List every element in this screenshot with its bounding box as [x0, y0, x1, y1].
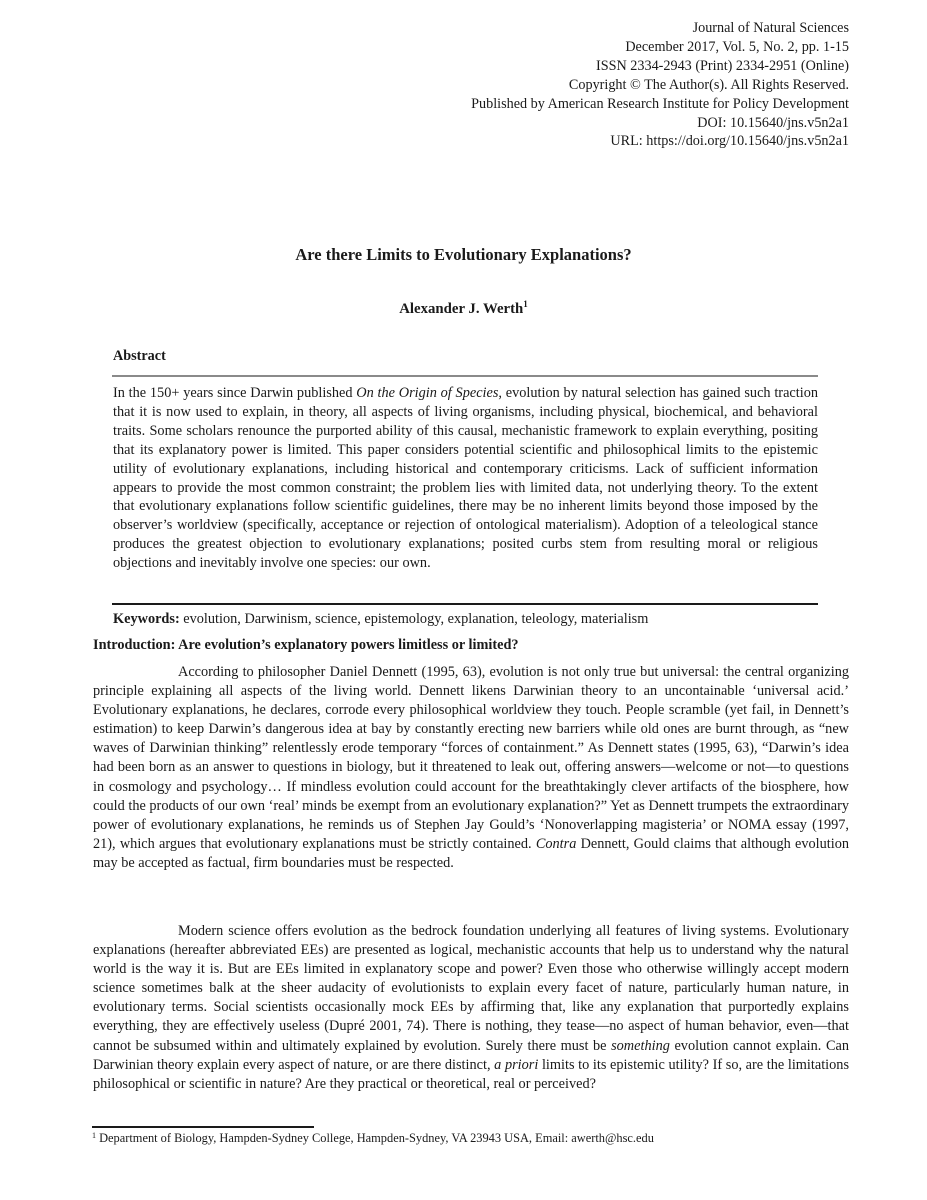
italic-term: Contra — [535, 835, 577, 852]
book-title-italic: On the Origin of Species — [356, 385, 499, 401]
issue-info: December 2017, Vol. 5, No. 2, pp. 1-15 — [625, 38, 849, 55]
footnote — [92, 1131, 654, 1146]
article-title: Are there Limits to Evolutionary Explanations? — [295, 245, 632, 264]
doi: DOI: 10.15640/jns.v5n2a1 — [697, 114, 849, 131]
keywords-label: Keywords: — [113, 611, 180, 627]
paragraph-text: According to philosopher Daniel Dennett (1995, 63), evolution is not only true but universal: the central organizing principle explaining all aspects of the living world. Dennett likens Darwinian theory to an uncontainable ‘universal acid.’ Evolutionary explanations, he declares, corrode every philosophical worldview they touch. People scramble (yet fail, in Dennett’s estimation) to keep Darwin’s dangerous idea at bay by constantly erecting new barriers while old ones are burnt through, as “new waves of Darwinian thinking” relentlessly erode temporary “forces of containment.” As Dennett states (1995, 63), “Darwin’s idea had been born as an answer to questions in biology, but it threatened to leak out, offering answers—welcome or not—to questions in cosmology and psychology… If mindless evolution could account for the breathtakingly clever artifacts of the biosphere, how could the products of our own ‘real’ minds be exempt from an evolutionary explanation?” Yet as Dennett trumpets the extraordinary power of evolutionary explanations, he reminds us of Stephen Jay Gould’s ‘Nonoverlapping magisteria’ or NOMA essay (1997, 21), which argues that evolutionary explanations must be strictly contained. — [93, 664, 849, 852]
intro-paragraph-2 — [93, 922, 849, 1094]
journal-name: Journal of Natural Sciences — [692, 20, 849, 36]
journal-header — [471, 19, 849, 151]
paragraph-text: limits to its epistemic utility? If so, are the limitations philosophical or scientific in nature? Are they practical or theoretical, real or perceived? — [93, 1056, 850, 1092]
footnote-divider — [92, 1126, 314, 1128]
italic-term: a priori — [494, 1056, 539, 1073]
keywords-list: evolution, Darwinism, science, epistemology, explanation, teleology, materialism — [179, 611, 649, 627]
italic-term: something — [611, 1037, 670, 1054]
author-name: Alexander J. Werth — [399, 301, 524, 317]
footnote-text: Department of Biology, Hampden-Sydney College, Hampden-Sydney, VA 23943 USA, Email: awerth@hsc.edu — [96, 1131, 654, 1145]
paragraph-text: Dennett, Gould claims that although evolution may be accepted as factual, firm boundaries must be respected. — [93, 835, 849, 871]
footnote-number: 1 — [92, 1131, 96, 1140]
publisher: Published by American Research Institute for Policy Development — [471, 95, 849, 112]
keywords-line — [113, 611, 648, 628]
abstract-text-rest: , evolution by natural selection has gained such traction that it is now used to explain, in theory, all aspects of living organisms, including physical, biochemical, and behavioral traits. Some scholars renounce the purported ability of this causal, mechanistic framework to explain everything, positing that its explanatory power is limited. This paper considers potential scientific and philosophical limits to the epistemic utility of evolutionary explanations, including historical and contemporary criticisms. Lack of sufficient information appears to provide the most common constraint; the problem lies with limited data, not underlying theory. To the extent that evolutionary explanations follow scientific guidelines, there may be no inherent limits beyond those imposed by the observer’s worldview (specifically, acceptance or rejection of ontological materialism). Adoption of a teleological stance produces the greatest objection to evolutionary explanations; posited curbs stem from resulting moral or religious objections and inevitably involve one species: our own. — [113, 385, 818, 572]
footnote-marker[interactable]: 1 — [523, 299, 528, 309]
abstract-top-divider — [112, 375, 818, 377]
paragraph-text: evolution cannot explain. Can Darwinian theory explain every aspect of nature, or are there distinct, — [93, 1037, 849, 1073]
introduction-heading: Introduction: Are evolution’s explanatory powers limitless or limited? — [93, 637, 519, 653]
abstract-text-start: In the 150+ years since Darwin published — [113, 385, 357, 401]
paragraph-text: Modern science offers evolution as the bedrock foundation underlying all features of living systems. Evolutionary explanations (hereafter abbreviated EEs) are presented as logical, mechanistic accounts that help us to understand why the natural world is the way it is. But are EEs limited in explanatory scope and power? Even those who otherwise willingly accept modern science sometimes balk at the sheer audacity of evolutionists to explain every facet of nature, particularly human nature, in evolutionary terms. Social scientists occasionally mock EEs by affirming that, like any explanation that purportedly explains everything, they are effectively useless (Dupré 2001, 74). There is nothing, they tease—no aspect of human behavior, even—that cannot be subsumed within and ultimately explained by evolution. Surely there must be — [93, 923, 849, 1054]
abstract-bottom-divider — [112, 603, 818, 605]
issn: ISSN 2334-2943 (Print) 2334-2951 (Online) — [596, 57, 849, 74]
abstract-heading: Abstract — [113, 348, 166, 364]
intro-paragraph-1 — [93, 663, 849, 873]
author-line — [0, 299, 927, 318]
copyright: Copyright © The Author(s). All Rights Reserved. — [568, 76, 849, 93]
abstract-text — [113, 384, 818, 573]
url-link[interactable]: URL: https://doi.org/10.15640/jns.v5n2a1 — [610, 133, 849, 150]
